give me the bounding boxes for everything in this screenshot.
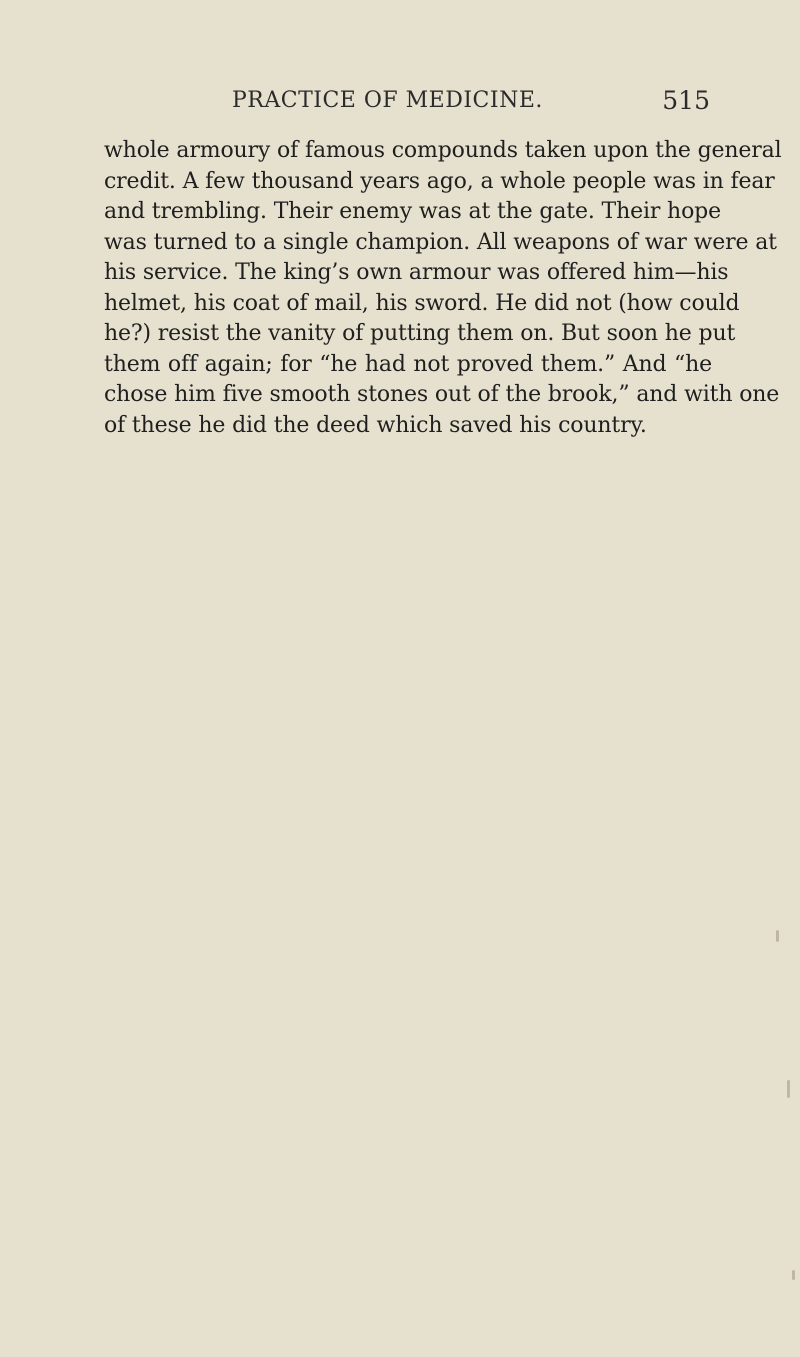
page-edge-mark xyxy=(776,930,779,942)
text-line: credit. A few thousand years ago, a whole people was in fear xyxy=(104,168,775,194)
text-line: he?) resist the vanity of putting them on. But soon he put xyxy=(104,321,736,346)
text-line: of these he did the deed which saved his country. xyxy=(104,412,647,438)
page-number: 515 xyxy=(662,86,710,115)
text-line: helmet, his coat of mail, his sword. He did not (how could xyxy=(104,290,740,316)
text-line: chose him five smooth stones out of the brook,” and with one xyxy=(104,382,780,407)
text-line: was turned to a single champion. All weapons of war were at xyxy=(104,229,777,255)
text-line: and trembling. Their enemy was at the gate. Their hope xyxy=(104,199,721,224)
text-line: whole armoury of famous compounds taken upon the general xyxy=(104,138,782,163)
body-paragraph xyxy=(104,136,782,441)
text-line: his service. The king’s own armour was offered him—his xyxy=(104,260,729,285)
text-line: them off again; for “he had not proved them.” And “he xyxy=(104,351,712,377)
running-header xyxy=(104,88,710,118)
running-title: PRACTICE OF MEDICINE. xyxy=(232,88,543,113)
page-edge-mark xyxy=(792,1270,795,1280)
page-edge-mark xyxy=(787,1080,790,1098)
